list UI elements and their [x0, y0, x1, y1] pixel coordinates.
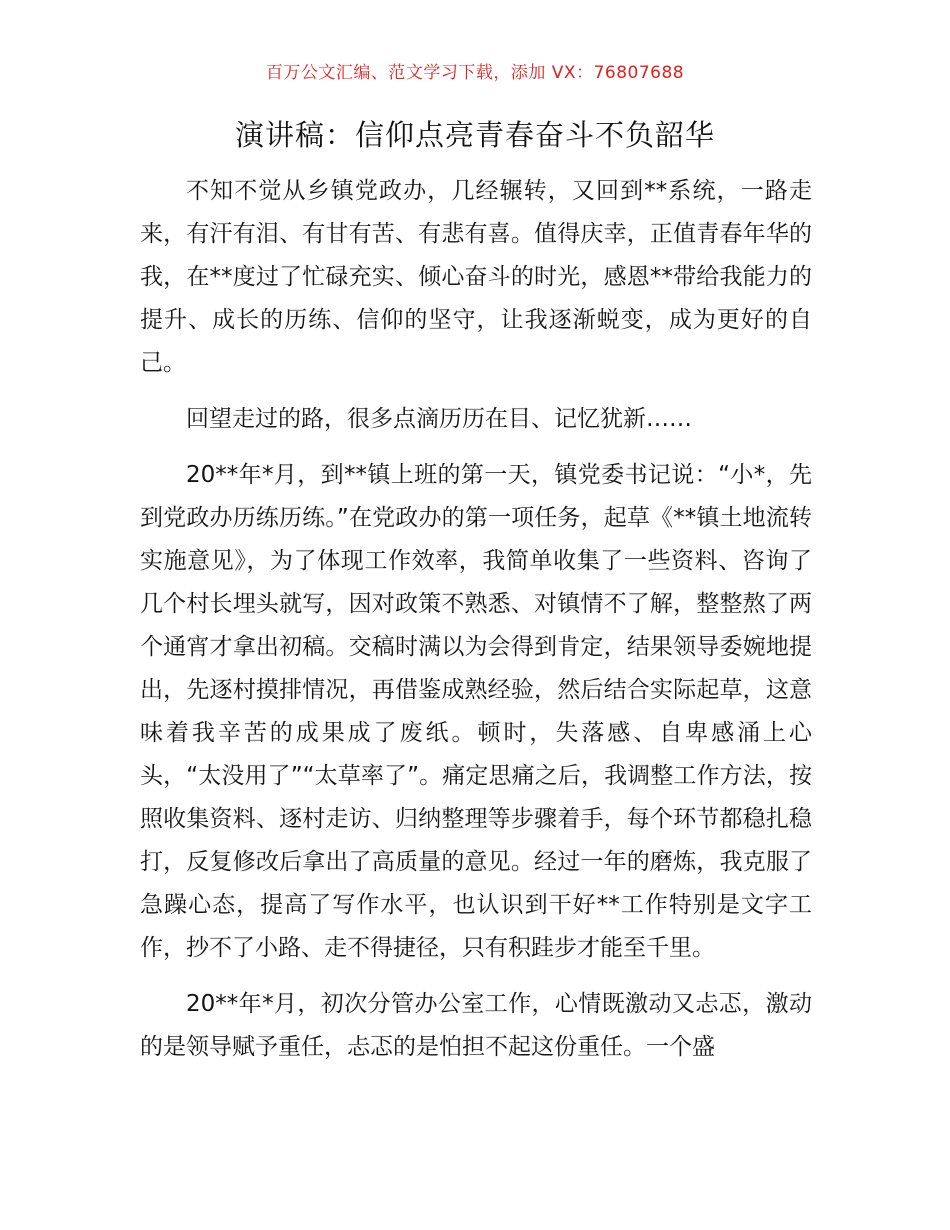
- paragraph-2: 回望走过的路，很多点滴历历在目、记忆犹新……: [186, 406, 692, 432]
- promo-header: 百万公文汇编、范文学习下载，添加 VX：76807688: [265, 63, 685, 83]
- paragraph-4: 20**年*月，初次分管办公室工作，心情既激动又忐忑，激动的是领导赋予重任，忐忑的是怕担不起这份重任。一个盛: [140, 991, 812, 1060]
- paragraph-1: 不知不觉从乡镇党政办，几经辗转，又回到**系统，一路走来，有汗有泪、有甘有苦、有悲有喜。值得庆幸，正值青春年华的我，在**度过了忙碌充实、倾心奋斗的时光，感恩**带给我能力的提升、成长的历练、信仰的坚守，让我逐渐蜕变，成为更好的自己。: [140, 178, 812, 376]
- document-title: 演讲稿：信仰点亮青春奋斗不负韶华: [234, 118, 715, 152]
- paragraph-3: 20**年*月，到**镇上班的第一天，镇党委书记说：“小*，先到党政办历练历练。”在党政办的第一项任务，起草《**镇土地流转实施意见》，为了体现工作效率，我简单收集了一些资料、咨询了几个村长埋头就写，因对政策不熟悉、对镇情不了解，整整熬了两个通宵才拿出初稿。交稿时满以为会得到肯定，结果领导委婉地提出，先逐村摸排情况，再借鉴成熟经验，然后结合实际起草，这意味着我辛苦的成果成了废纸。顿时，失落感、自卑感涌上心头，“太没用了”“太草率了”。痛定思痛之后，我调整工作方法，按照收集资料、逐村走访、归纳整理等步骤着手，每个环节都稳扎稳打，反复修改后拿出了高质量的意见。经过一年的磨炼，我克服了急躁心态，提高了写作水平，也认识到干好**工作特别是文字工作，抄不了小路、走不得捷径，只有积跬步才能至千里。: [140, 462, 812, 961]
- document-body: [140, 170, 812, 1082]
